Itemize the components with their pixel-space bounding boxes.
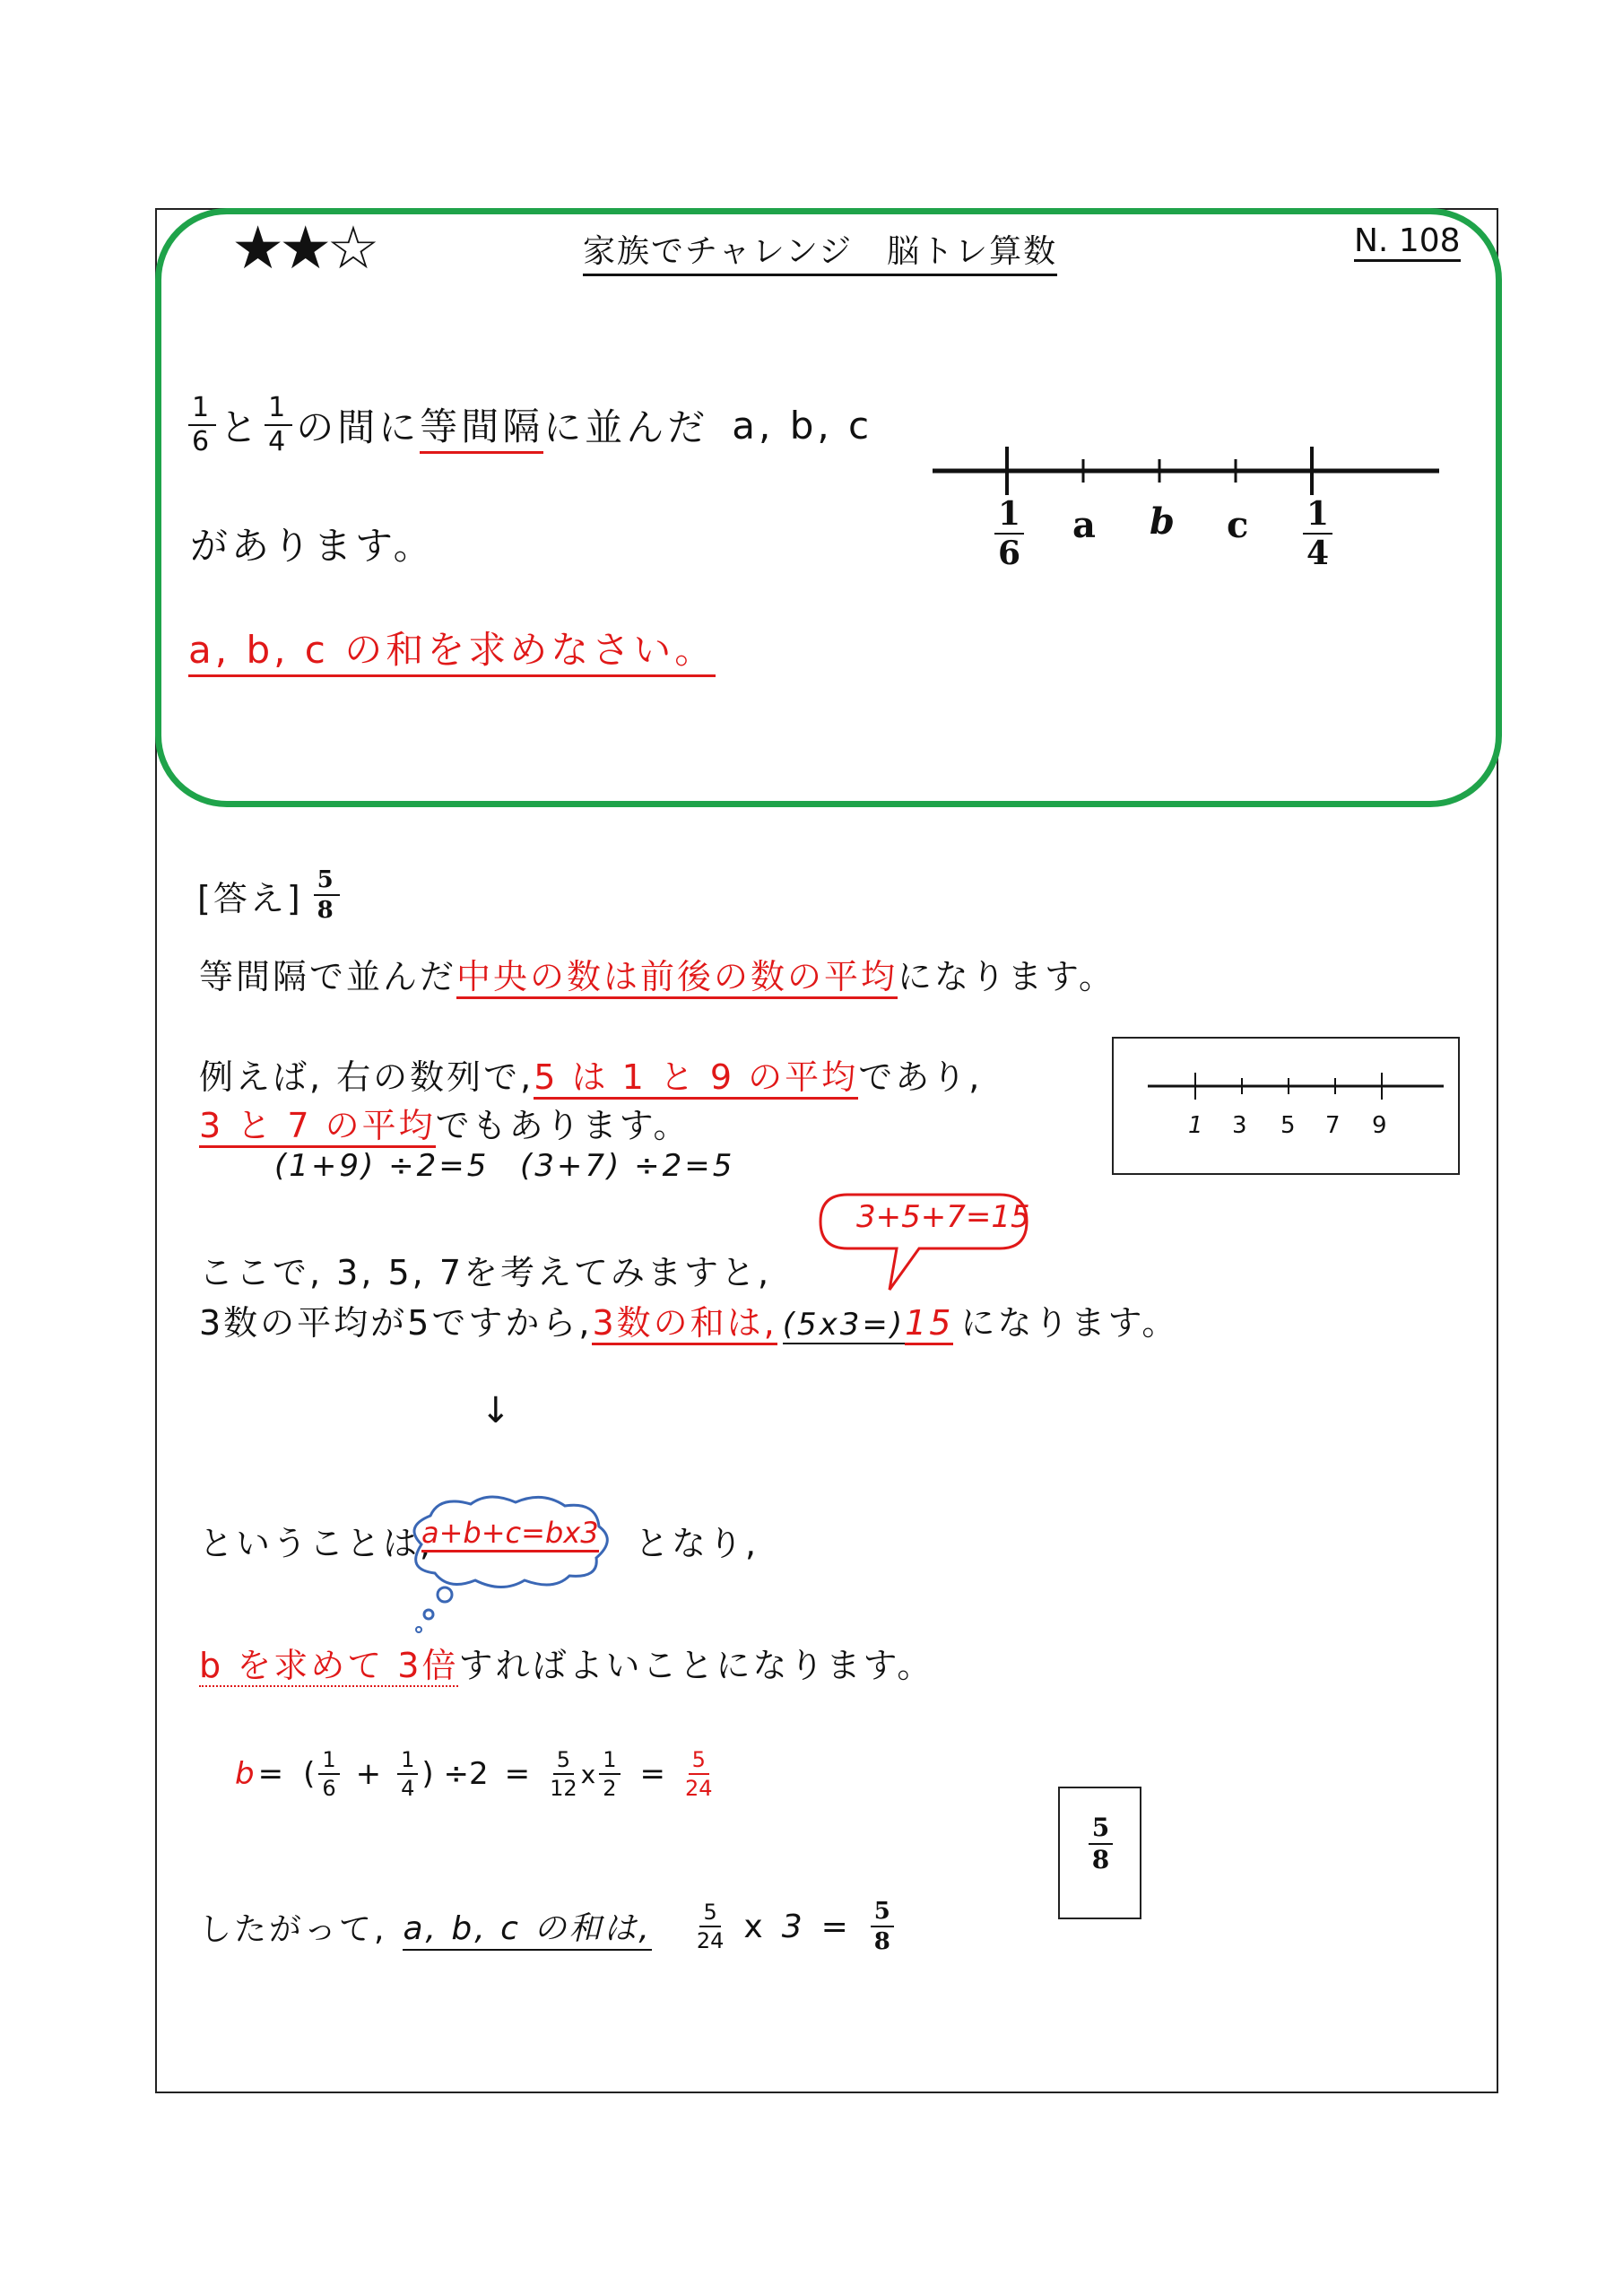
example-label-9: 9 — [1372, 1112, 1387, 1139]
explanation-line-4: ここで, 3, 5, 7を考えてみますと, — [199, 1253, 772, 1292]
number-line-right-label: $\frac{1}{4}$ — [1299, 498, 1336, 570]
answer-fraction: $\frac{5}{8}$ — [314, 868, 340, 922]
explanation-line-2: 例えば, 右の数列で,5 は 1 と 9 の平均であり, — [199, 1049, 982, 1099]
example-label-7: 7 — [1325, 1112, 1341, 1139]
problem-question: a, b, c の和を求めなさい。 — [188, 621, 716, 677]
example-label-3: 3 — [1232, 1112, 1247, 1139]
problem-line-1: $\frac{1}{6}$ と $\frac{1}{4}$ の間に 等間隔 に並んだ a, b, c — [185, 395, 872, 456]
example-label-5: 5 — [1280, 1112, 1296, 1139]
number-line-left-label: $\frac{1}{6}$ — [991, 498, 1028, 570]
explanation-line-1: 等間隔で並んだ中央の数は前後の数の平均になります。 — [199, 949, 1115, 998]
down-arrow: ↓ — [481, 1390, 511, 1431]
speech-bubble-text: 3+5+7=15 — [856, 1199, 1030, 1235]
calc-1: (1+9) ÷2=5 — [274, 1148, 490, 1184]
answer-box-fraction: $\frac{5}{8}$ — [1067, 1815, 1134, 1873]
explanation-line-6: ということは, — [199, 1524, 434, 1563]
number-line-label-c: c — [1227, 504, 1249, 546]
example-number-line — [1139, 1064, 1444, 1118]
number-line-label-b: b — [1150, 500, 1175, 543]
number-line-label-a: a — [1072, 504, 1096, 546]
thought-cloud — [395, 1491, 619, 1643]
calc-2: (3+7) ÷2=5 — [520, 1148, 735, 1184]
page-title: 家族でチャレンジ 脳トレ算数 — [583, 226, 1057, 276]
problem-line-2: があります。 — [190, 524, 435, 568]
example-label-1: 1 — [1188, 1112, 1203, 1139]
final-line: したがって, a, b, c の和は, $\frac{5}{24}$ x 3 = $\frac{5}{8}$ — [199, 1900, 898, 1953]
thought-cloud-text: a+b+c=bx3 — [421, 1516, 599, 1552]
formula-b: b = ( $\frac{1}{6}$ + $\frac{1}{4}$ ) ÷2 = $\frac{5}{12}$ x $\frac{1}{2}$ = $\frac{5}{24}$ — [235, 1747, 713, 1801]
problem-number: N. 108 — [1354, 222, 1461, 262]
difficulty-stars: ★★☆ — [231, 213, 375, 283]
fraction-one-sixth: $\frac{1}{6}$ — [188, 395, 216, 456]
explanation-line-6-end: となり, — [635, 1524, 759, 1563]
variables-abc: a, b, c — [732, 403, 873, 448]
fraction-one-quarter: $\frac{1}{4}$ — [265, 395, 292, 456]
underlined-term: 等間隔 — [420, 397, 543, 454]
answer-line: [答え] $\frac{5}{8}$ — [197, 868, 343, 922]
explanation-line-3: 3 と 7 の平均でもあります。 — [199, 1098, 690, 1147]
explanation-line-7: b を求めて 3倍すればよいことになります。 — [199, 1646, 934, 1685]
explanation-line-5: 3数の平均が5ですから,3数の和は, (5x3=)15 になります。 — [199, 1295, 1178, 1344]
